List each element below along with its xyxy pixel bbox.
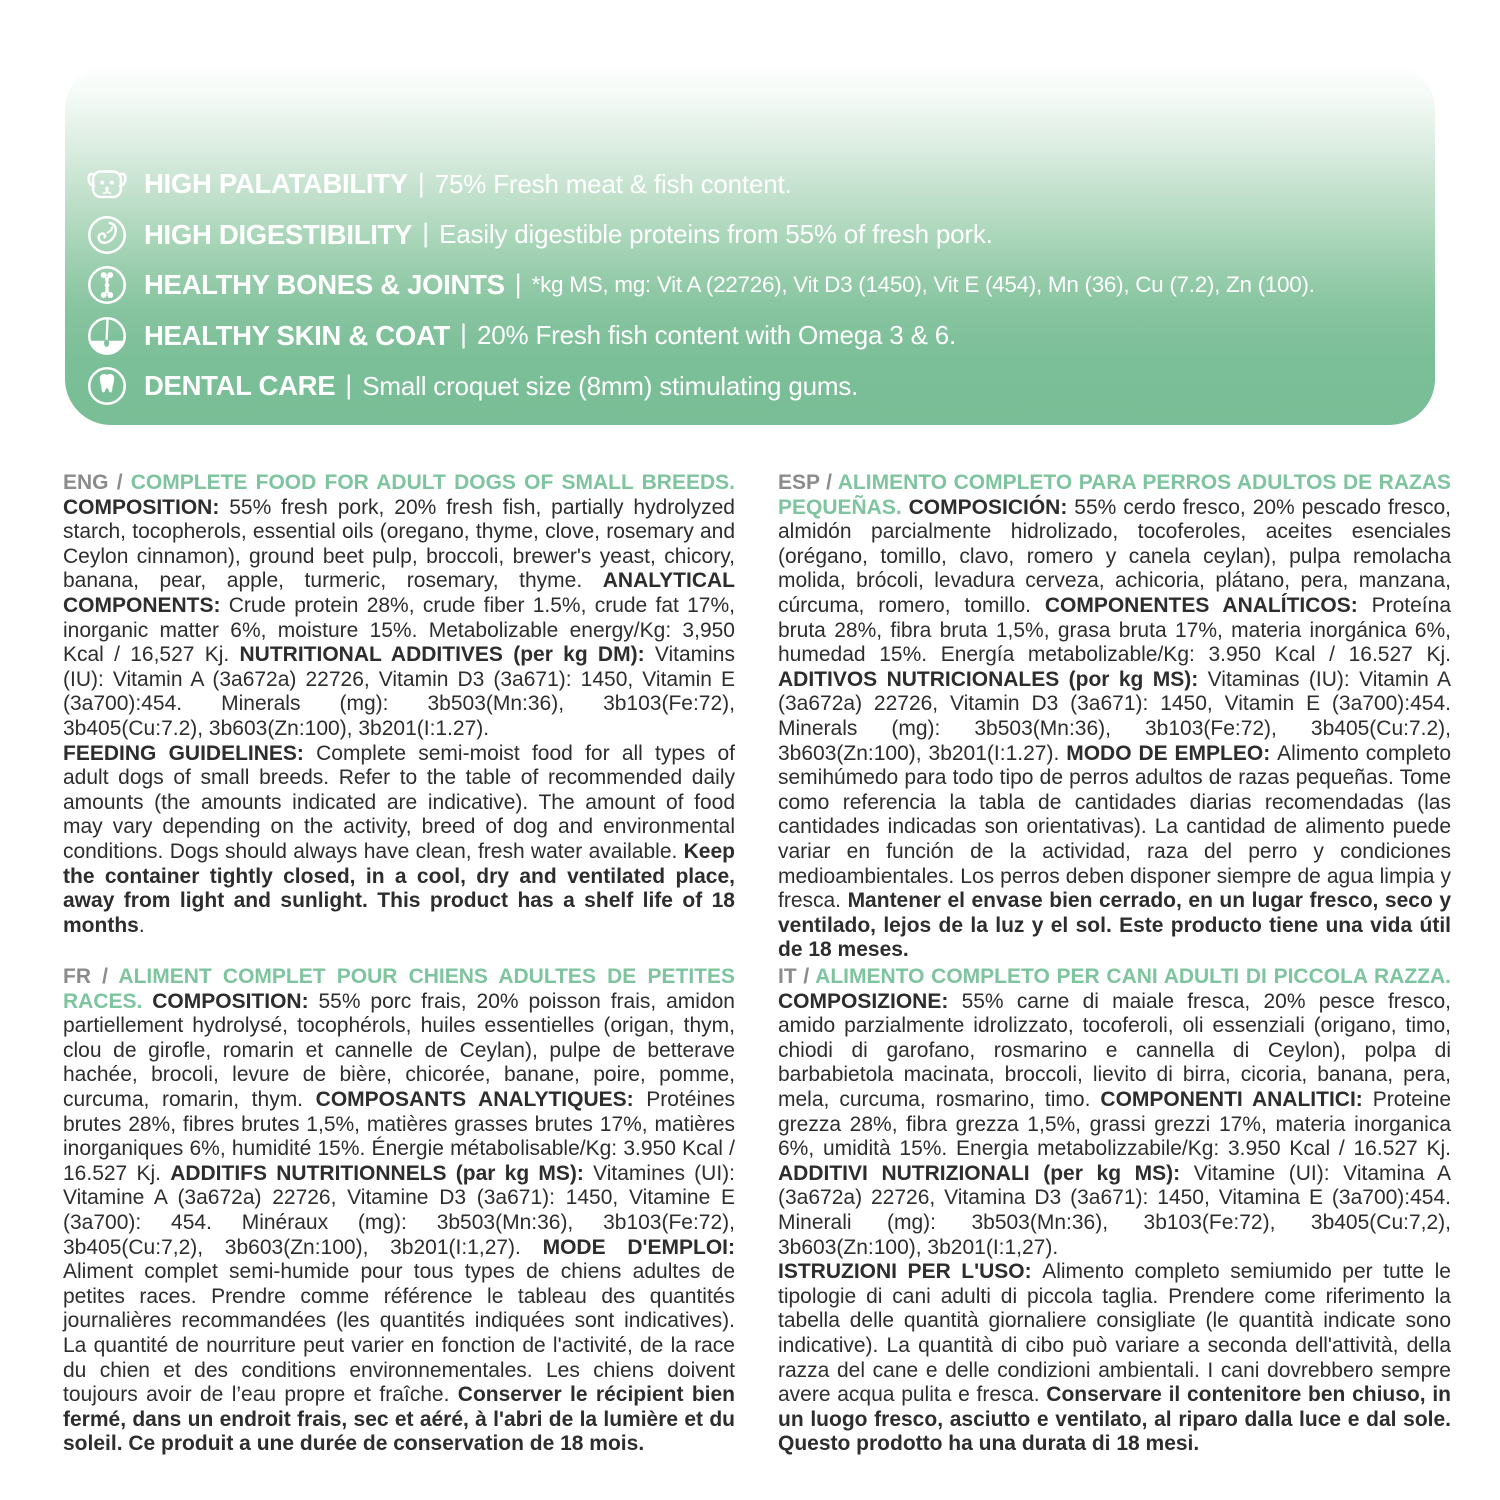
benefit-row-palatability [65,159,1435,210]
section-esp: ESP / ALIMENTO COMPLETO PARA PERROS ADULTOS DE RAZAS PEQUEÑAS. COMPOSICIÓN: 55% cerdo fresco, 20% pescado fresco, almidón parcialmente hidrolizado, tocoferoles, aceites esenciales (orégano, tomillo, clavo, romero y canela ceylan), pulpa remolacha molida, brócoli, levadura cerveza, achicoria, plátano, pera, manzana, cúrcuma, romero, tomillo. COMPONENTES ANALÍTICOS: Proteína bruta 28%, fibra bruta 1,5%, grasa bruta 17%, materia inorgánica 6%, humedad 15%. Energía metabolizable/Kg: 3.950 Kcal / 16.527 Kj. ADITIVOS NUTRICIONALES (por kg MS): Vitaminas (IU): Vitamin A (3a672a) 22726, Vitamin D3 (3a671): 1450, Vitamin E (3a700):454. Minerals (mg): 3b503(Mn:36), 3b103(Fe:72), 3b405(Cu:7.2), 3b603(Zn:100), 3b201(I:1.27). MODO DE EMPLEO: Alimento completo semihúmedo para todo tipo de perros adultos de razas pequeñas. Tome como referencia la tabla de cantidades diarias recomendadas (las cantidades indicadas son orientativas). La cantidad de alimento puede variar en función de la actividad, raza del perro y condiciones medioambientales. Los perros deben disponer siempre de agua limpia y fresca. Mantener el envase bien cerrado, en un lugar fresco, seco y ventilado, lejos de la luz y el sol. Este producto tiene una vida útil de 18 meses. [778,471,1452,962]
section-eng: ENG / COMPLETE FOOD FOR ADULT DOGS OF SMALL BREEDS. COMPOSITION: 55% fresh pork, 20% fresh fish, partially hydrolyzed starch, tocopherols, essential oils (oregano, thyme, clove, rosemary and Ceylon cinnamon), ground beet pulp, broccoli, brewer's yeast, chicory, banana, pear, apple, turmeric, rosemary, thyme. ANALYTICAL COMPONENTS: Crude protein 28%, crude fiber 1.5%, crude fat 17%, inorganic matter 6%, moisture 15%. Metabolizable energy/Kg: 3,950 Kcal / 16,527 Kj. NUTRITIONAL ADDITIVES (per kg DM): Vitamins (IU): Vitamin A (3a672a) 22726, Vitamin D3 (3a671): 1450, Vitamin E (3a700):454. Minerals (mg): 3b503(Mn:36), 3b103(Fe:72), 3b405(Cu:7.2), 3b603(Zn:100), 3b201(I:1.27). FEEDING GUIDELINES: Complete semi-moist food for all types of adult dogs of small breeds. Refer to the table of recommended daily amounts (the amounts indicated are indicative). The amount of food may vary depending on the activity, breed of dog and environmental conditions. Dogs should always have clean, fresh water available. Keep the container tightly closed, in a cool, dry and ventilated place, away from light and sunlight. This product has a shelf life of 18 months. [63,471,735,937]
benefit-description: Small croquet size (8mm) stimulating gums. [362,370,859,401]
benefit-row-skin-coat [65,311,1435,362]
benefit-separator: | [459,319,467,350]
benefit-separator: | [345,369,353,400]
benefit-title: HIGH DIGESTIBILITY [144,218,413,250]
benefit-description: Easily digestible proteins from 55% of fresh pork. [439,219,993,250]
benefit-rows [65,159,1435,412]
benefit-separator: | [417,167,425,198]
benefit-separator: | [514,268,522,299]
dog-face-icon [82,161,132,207]
benefit-title: HEALTHY SKIN & COAT [144,319,450,351]
benefits-panel [65,64,1435,425]
benefit-description: 20% Fresh fish content with Omega 3 & 6. [477,320,957,351]
section-fr: FR / ALIMENT COMPLET POUR CHIENS ADULTES DE PETITES RACES. COMPOSITION: 55% porc frais, 20% poisson frais, amidon partiellement hydrolysé, tocophérols, huiles essentielles (origan, thym, clou de girofle, romarin et cannelle de Ceylan), pulpe de betterave hachée, brocoli, levure de bière, chicorée, banane, poire, pomme, curcuma, romarin, thym. COMPOSANTS ANALYTIQUES: Protéines brutes 28%, fibres brutes 1,5%, matières grasses brutes 17%, matières inorganiques 6%, humidité 15%. Énergie métabolisable/Kg: 3.950 Kcal / 16.527 Kj. ADDITIFS NUTRITIONNELS (par kg MS): Vitamines (UI): Vitamine A (3a672a) 22726, Vitamine D3 (3a671): 1450, Vitamine E (3a700): 454. Minéraux (mg): 3b503(Mn:36), 3b103(Fe:72), 3b405(Cu:7,2), 3b603(Zn:100), 3b201(I:1,27). MODE D'EMPLOI: Aliment complet semi-humide pour tous types de chiens adultes de petites races. Prendre comme référence le tableau des quantités journalières recommandées (les quantités indiquées sont indicatives). La quantité de nourriture peut varier en fonction de l'activité, de la race du chien et des conditions environnementales. Les chiens doivent toujours avoir de l’eau propre et fraîche. Conserver le récipient bien fermé, dans un endroit frais, sec et aéré, à l'abri de la lumière et du soleil. Ce produit a une durée de conservation de 18 mois. [63,965,735,1456]
benefit-title: HEALTHY BONES & JOINTS [144,269,505,301]
benefit-row-digestibility [65,210,1435,261]
benefit-separator: | [422,218,430,249]
benefit-description: *kg MS, mg: Vit A (22726), Vit D3 (1450), Vit E (454), Mn (36), Cu (7.2), Zn (100). [531,272,1315,298]
benefit-row-bones-joints [65,260,1435,311]
benefit-description: 75% Fresh meat & fish content. [434,168,792,199]
bone-joint-icon [82,262,132,308]
stomach-icon [82,212,132,258]
info-sections [63,471,1451,1457]
hair-follicle-icon [82,313,132,359]
benefit-row-dental [65,361,1435,412]
section-it: IT / ALIMENTO COMPLETO PER CANI ADULTI DI PICCOLA RAZZA. COMPOSIZIONE: 55% carne di maiale fresca, 20% pesce fresco, amido parzialmente idrolizzato, tocoferoli, oli essenziali (origano, timo, chiodi di garofano, rosmarino e cannella di Ceylon), polpa di barbabietola macinata, broccoli, lievito di birra, cicoria, banana, pera, mela, curcuma, rosmarino, timo. COMPONENTI ANALITICI: Proteine grezza 28%, fibra grezza 1,5%, grassi grezzi 17%, materia inorganica 6%, umidità 15%. Energia metabolizzabile/Kg: 3.950 Kcal / 16.527 Kj. ADDITIVI NUTRIZIONALI (per kg MS): Vitamine (UI): Vitamina A (3a672a) 22726, Vitamina D3 (3a671): 1450, Vitamina E (3a700):454. Minerali (mg): 3b503(Mn:36), 3b103(Fe:72), 3b405(Cu:7,2), 3b603(Zn:100), 3b201(I:1,27). ISTRUZIONI PER L'USO: Alimento completo semiumido per tutte le tipologie di cani adulti di piccola taglia. Prendere come riferimento la tabella delle quantità giornaliere consigliate (le quantità indicate sono indicative). La quantità di cibo può variare a seconda dell'attività, della razza del cane e delle condizioni ambientali. I cani dovrebbero sempre avere acqua pulita e fresca. Conservare il contenitore ben chiuso, in un luogo fresco, asciutto e ventilato, al riparo dalla luce e dal sole. Questo prodotto ha una durata di 18 mesi. [778,965,1451,1456]
tooth-icon [82,363,132,409]
benefit-title: DENTAL CARE [144,370,336,402]
benefit-title: HIGH PALATABILITY [144,168,408,200]
